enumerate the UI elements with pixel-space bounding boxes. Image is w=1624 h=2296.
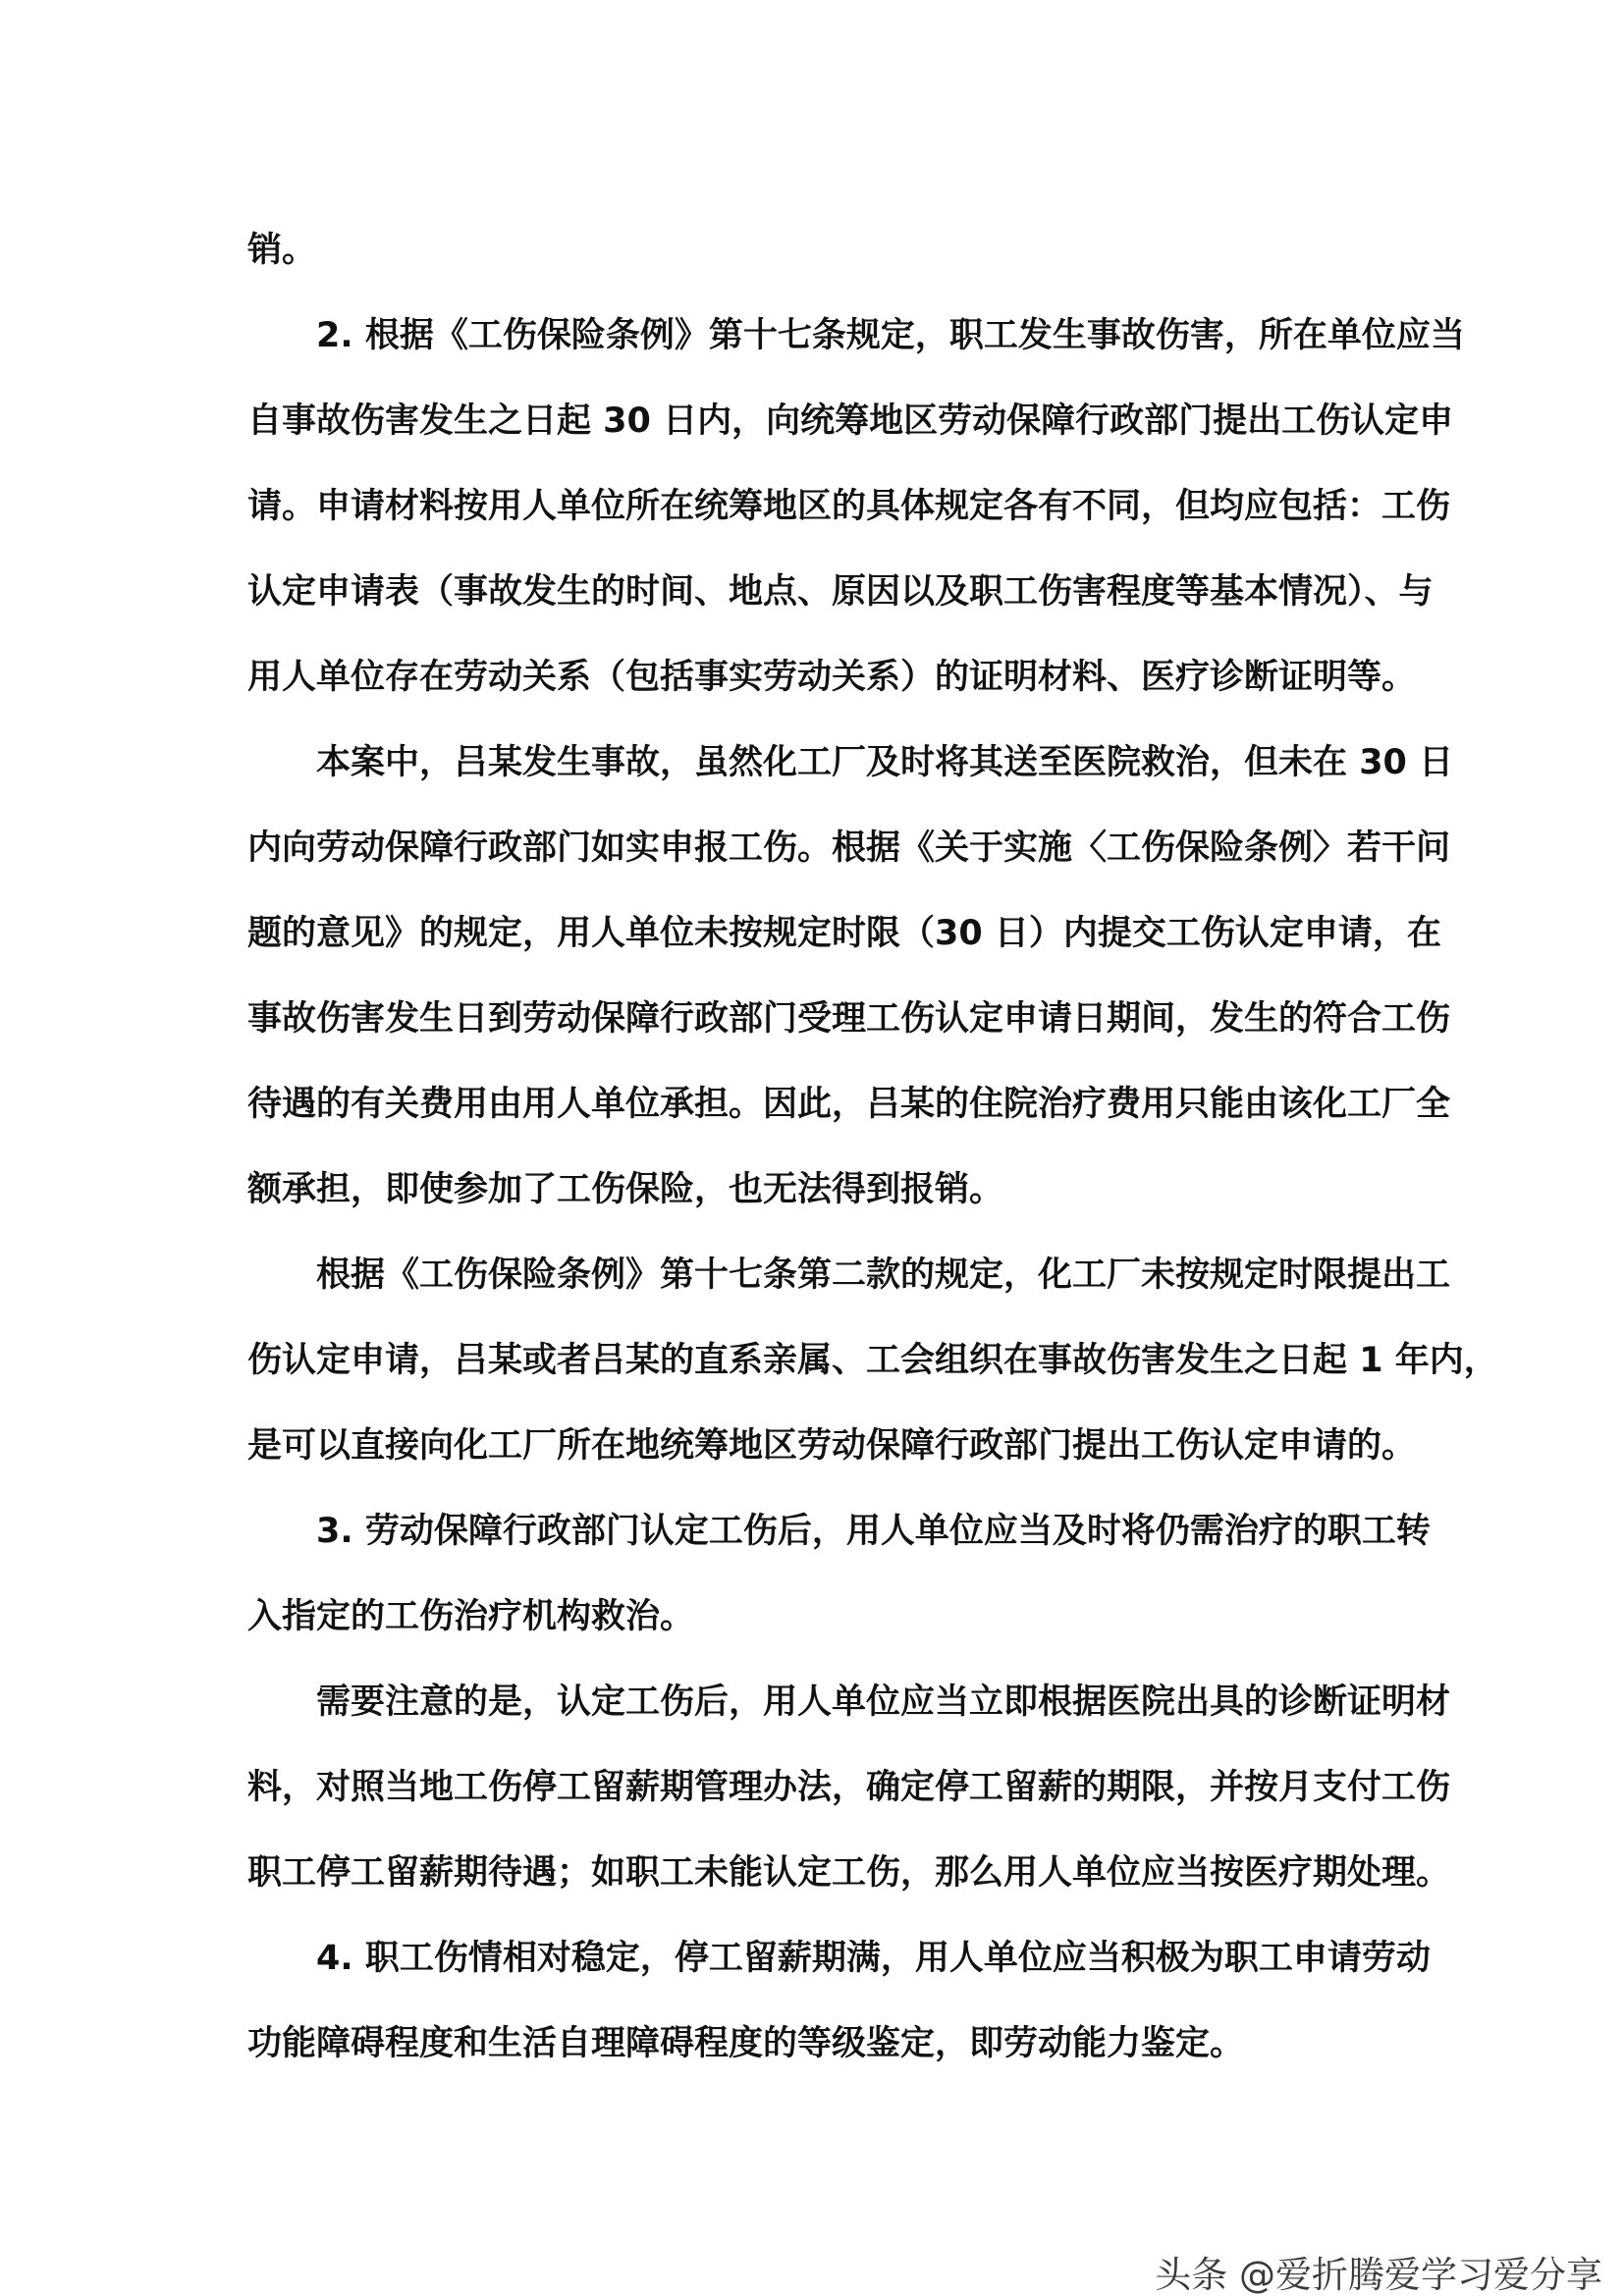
text-line: 料，对照当地工伤停工留薪期管理办法，确定停工留薪的期限，并按月支付工伤 bbox=[247, 1768, 1451, 1807]
text-line: 内向劳动保障行政部门如实申报工伤。根据《关于实施〈工伤保险条例〉若干问 bbox=[247, 828, 1451, 868]
text-line: 伤认定申请，吕某或者吕某的直系亲属、工会组织在事故伤害发生之日起 1 年内， bbox=[247, 1341, 1498, 1380]
paragraph bbox=[247, 721, 1454, 1233]
paragraph bbox=[247, 1233, 1498, 1489]
text-line: 销。 bbox=[247, 231, 317, 270]
text-line: 题的意见》的规定，用人单位未按规定时限（30 日）内提交工伤认定申请，在 bbox=[247, 914, 1441, 953]
text-line: 入指定的工伤治疗机构救治。 bbox=[247, 1597, 695, 1636]
text-line: 待遇的有关费用由用人单位承担。因此，吕某的住院治疗费用只能由该化工厂全 bbox=[247, 1085, 1451, 1124]
text-line: 用人单位存在劳动关系（包括事实劳动关系）的证明材料、医疗诊断证明等。 bbox=[247, 658, 1417, 697]
paragraph bbox=[247, 1489, 1431, 1660]
text-line: 本案中，吕某发生事故，虽然化工厂及时将其送至医院救治，但未在 30 日 bbox=[316, 743, 1454, 782]
text-line: 是可以直接向化工厂所在地统筹地区劳动保障行政部门提出工伤认定申请的。 bbox=[247, 1426, 1417, 1466]
text-line: 需要注意的是，认定工伤后，用人单位应当立即根据医院出具的诊断证明材 bbox=[316, 1682, 1451, 1722]
text-line: 职工停工留薪期待遇；如职工未能认定工伤，那么用人单位应当按医疗期处理。 bbox=[247, 1853, 1451, 1893]
document-body bbox=[247, 208, 1498, 2087]
text-line: 功能障碍程度和生活自理障碍程度的等级鉴定，即劳动能力鉴定。 bbox=[247, 2024, 1245, 2063]
paragraph bbox=[247, 208, 1388, 294]
text-line: 事故伤害发生日到劳动保障行政部门受理工伤认定申请日期间，发生的符合工伤 bbox=[247, 999, 1451, 1039]
text-line: 请。申请材料按用人单位所在统筹地区的具体规定各有不同，但均应包括：工伤 bbox=[247, 487, 1451, 526]
text-line: 认定申请表（事故发生的时间、地点、原因以及职工伤害程度等基本情况）、与 bbox=[247, 572, 1434, 612]
watermark: 头条 @爱折腾爱学习爱分享 bbox=[1155, 2254, 1602, 2296]
text-line: 自事故伤害发生之日起 30 日内，向统筹地区劳动保障行政部门提出工伤认定申 bbox=[247, 401, 1454, 441]
text-line: 额承担，即使参加了工伤保险，也无法得到报销。 bbox=[247, 1170, 1004, 1209]
paragraph bbox=[247, 294, 1465, 721]
text-line: 4. 职工伤情相对稳定，停工留薪期满，用人单位应当积极为职工申请劳动 bbox=[316, 1939, 1431, 1978]
paragraph bbox=[247, 1660, 1451, 1916]
text-line: 根据《工伤保险条例》第十七条第二款的规定，化工厂未按规定时限提出工 bbox=[316, 1255, 1451, 1295]
text-line: 3. 劳动保障行政部门认定工伤后，用人单位应当及时将仍需治疗的职工转 bbox=[316, 1512, 1431, 1551]
paragraph bbox=[247, 1916, 1431, 2087]
text-line: 2. 根据《工伤保险条例》第十七条规定，职工发生事故伤害，所在单位应当 bbox=[316, 316, 1465, 355]
